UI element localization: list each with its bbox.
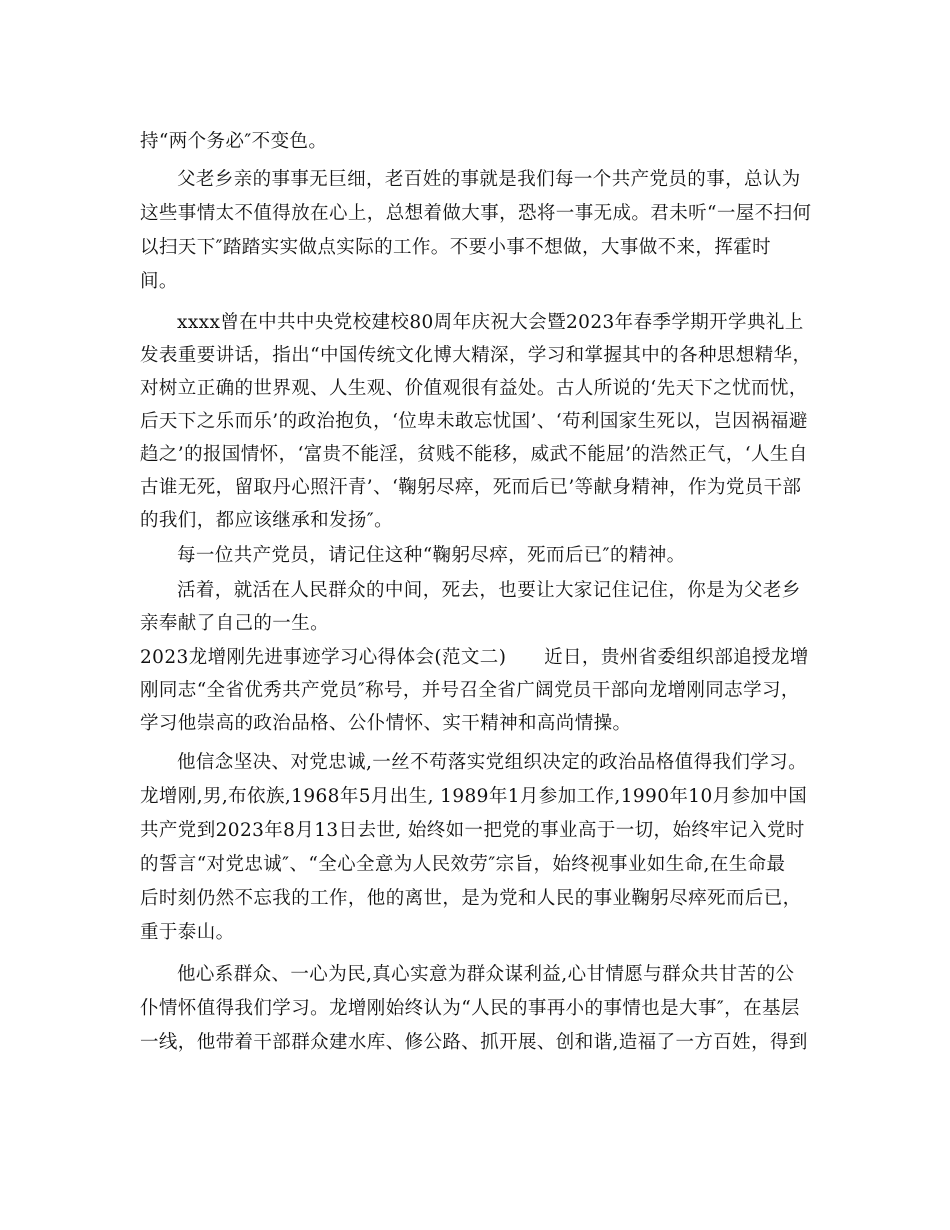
text-line: 后时刻仍然不忘我的工作，他的离世，是为党和人民的事业鞠躬尽瘁死而后已， xyxy=(140,888,802,909)
text-line: 古谁无死，留取丹心照汗青’、‘鞠躬尽瘁，死而后已’等献身精神，作为党员干部 xyxy=(140,477,802,498)
text-line: 的我们，都应该继承和发扬″。 xyxy=(140,510,394,531)
text-line: 重于泰山。 xyxy=(140,922,235,943)
text-line: 仆情怀值得我们学习。龙增刚始终认为“人民的事再小的事情也是大事″，在基层 xyxy=(140,998,800,1019)
text-line: 共产党到2023年8月13日去世, 始终如一把党的事业高于一切，始终牢记入党时 xyxy=(140,820,805,841)
text-line: 间。 xyxy=(140,271,178,292)
text-line: 他信念坚决、对党忠诚,一丝不苟落实党组织决定的政治品格值得我们学习。 xyxy=(177,752,807,773)
text-line: 一线，他带着干部群众建水库、修公路、抓开展、创和谐,造福了一方百姓，得到 xyxy=(140,1032,808,1053)
text-line: 这些事情太不值得放在心上，总想着做大事，恐将一事无成。君未听“一屋不扫何 xyxy=(140,203,812,224)
text-line: 每一位共产党员，请记住这种“鞠躬尽瘁，死而后已″的精神。 xyxy=(177,545,686,566)
text-line: 以扫天下″踏踏实实做点实际的工作。不要小事不想做，大事做不来，挥霍时 xyxy=(140,237,772,258)
text-line: 活着，就活在人民群众的中间，死去，也要让大家记住记住，你是为父老乡 xyxy=(177,580,801,601)
text-line: 对树立正确的世界观、人生观、价值观很有益处。古人所说的‘先天下之忧而忧， xyxy=(140,378,808,399)
text-line: 2023龙增刚先进事迹学习心得体会(范文二) 近日，贵州省委组织部追授龙增 xyxy=(140,647,809,668)
text-line: 父老乡亲的事事无巨细，老百姓的事就是我们每一个共产党员的事，总认为 xyxy=(177,169,801,190)
text-line: 亲奉献了自己的一生。 xyxy=(140,613,330,634)
text-line: xxxx曾在中共中央党校建校80周年庆祝大会暨2023年春季学期开学典礼上 xyxy=(177,312,804,333)
text-line: 的誓言“对党忠诚″、“全心全意为人民效劳″宗旨，始终视事业如生命,在生命最 xyxy=(140,854,786,875)
text-line: 他心系群众、一心为民,真心实意为群众谋利益,心甘情愿与群众共甘苦的公 xyxy=(177,964,795,985)
text-line: 持“两个务必″不变色。 xyxy=(140,131,328,152)
text-line: 趋之’的报国情怀，‘富贵不能淫，贫贱不能移，威武不能屈’的浩然正气，‘人生自 xyxy=(140,444,808,465)
text-line: 学习他崇高的政治品格、公仆情怀、实干精神和高尚情操。 xyxy=(140,713,632,734)
text-line: 刚同志“全省优秀共产党员″称号，并号召全省广阔党员干部向龙增刚同志学习， xyxy=(140,680,800,701)
text-line: 发表重要讲话，指出“中国传统文化博大精深，学习和掌握其中的各种思想精华， xyxy=(140,345,812,366)
text-line: 后天下之乐而乐’的政治抱负，‘位卑未敢忘忧国’、‘苟利国家生死以，岂因祸福避 xyxy=(140,411,808,432)
text-line: 龙增刚,男,布依族,1968年5月出生, 1989年1月参加工作,1990年10月参加中国 xyxy=(140,786,808,807)
